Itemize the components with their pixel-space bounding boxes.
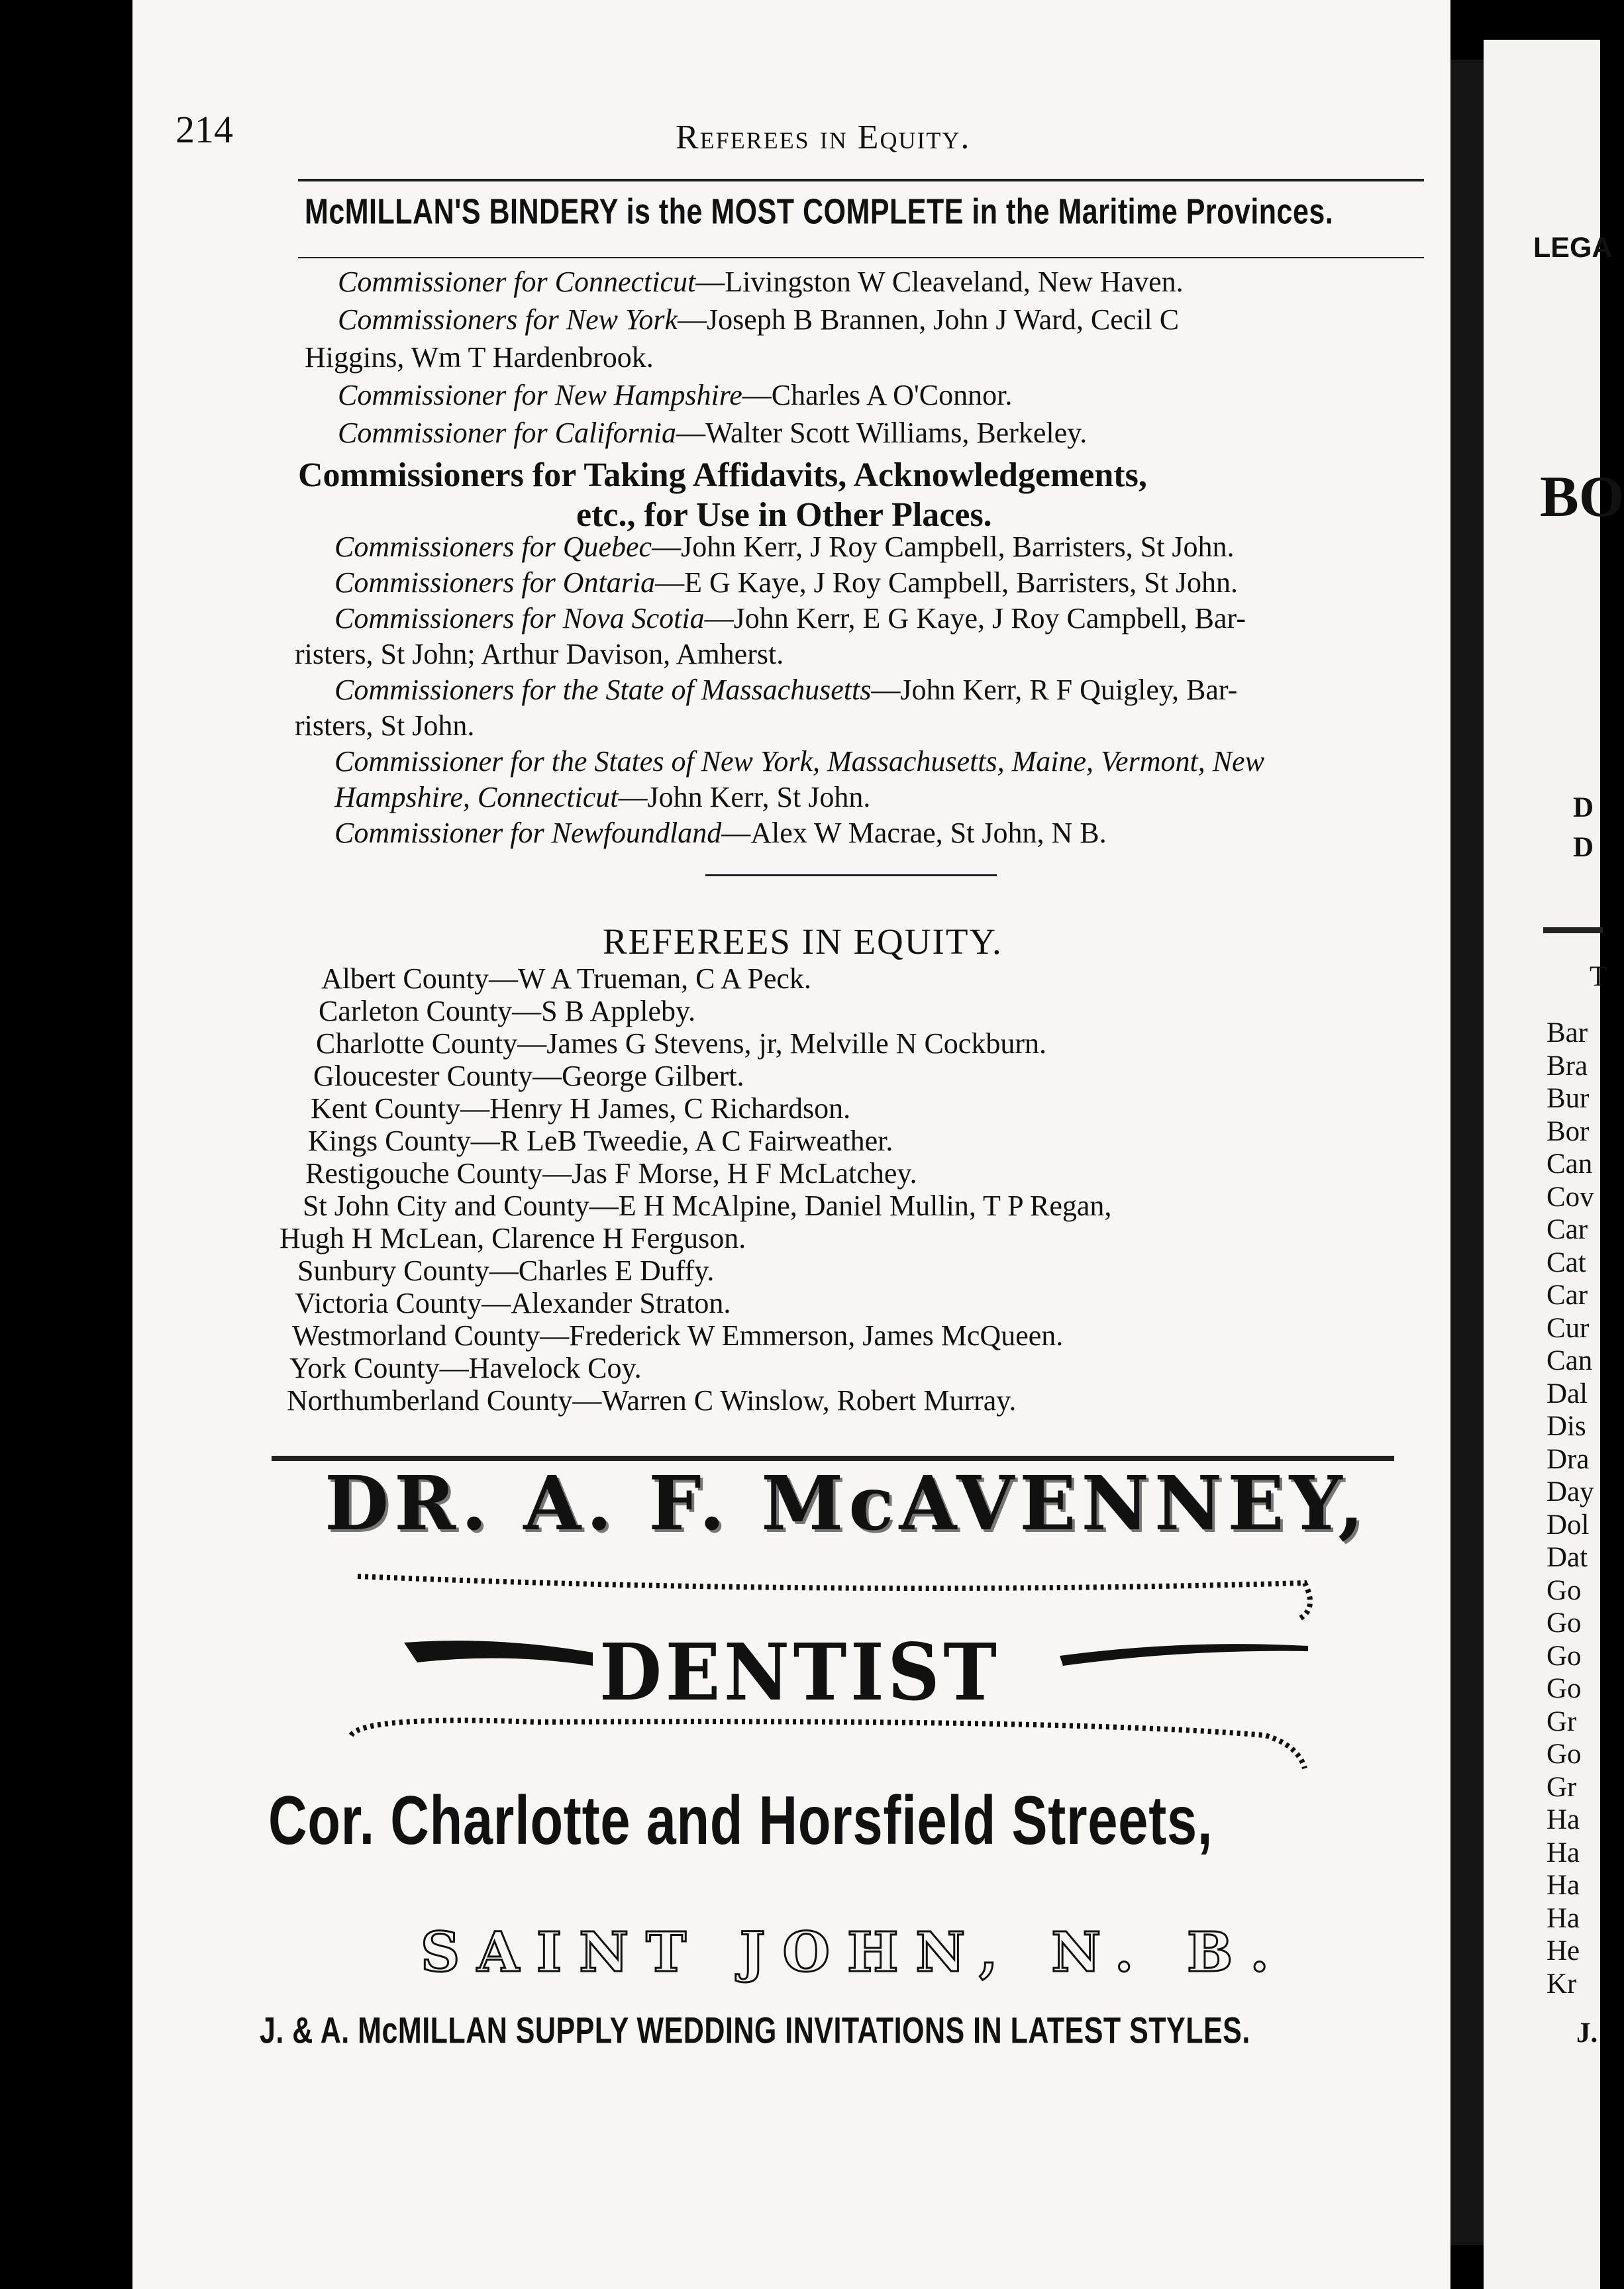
adjacent-name: Bra <box>1547 1050 1588 1082</box>
commissioner-other-line <box>334 816 1107 850</box>
adjacent-name: Dat <box>1547 1542 1588 1573</box>
adjacent-name: Cat <box>1547 1246 1586 1278</box>
commissioner-us-line <box>338 265 1184 299</box>
adjacent-name: Go <box>1547 1739 1582 1770</box>
ornamental-flourish-top <box>351 1556 1325 1629</box>
adjacent-name: Dal <box>1547 1378 1588 1409</box>
adjacent-name: Dol <box>1547 1509 1590 1541</box>
ornamental-scroll-left <box>404 1629 596 1682</box>
commissioner-other-line <box>334 673 1237 707</box>
commissioner-other-names: —John Kerr, St John. <box>618 781 871 813</box>
commissioner-us-role: Commissioner for Connecticut <box>338 266 696 298</box>
referees-heading: REFEREES IN EQUITY. <box>603 921 1003 962</box>
bottom-banner: J. & A. McMILLAN SUPPLY WEDDING INVITATIONS IN LATEST STYLES. <box>260 2010 1250 2052</box>
commissioner-us-names: —Livingston W Cleaveland, New Haven. <box>695 266 1184 298</box>
commissioner-other-role: Commissioners for Nova Scotia <box>334 602 705 635</box>
ad-city: SAINT JOHN, N. B. <box>421 1921 1286 1984</box>
referee-entry: Gloucester County—George Gilbert. <box>313 1060 744 1092</box>
commissioner-us-line <box>338 416 1087 450</box>
referee-entry: Northumberland County—Warren C Winslow, Robert Murray. <box>287 1384 1017 1417</box>
top-banner: McMILLAN'S BINDERY is the MOST COMPLETE in the Maritime Provinces. <box>305 192 1334 232</box>
adjacent-name: Cur <box>1547 1312 1590 1344</box>
adjacent-name: Can <box>1547 1345 1593 1376</box>
commissioner-other-role: Commissioners for the State of Massachusetts <box>334 674 872 706</box>
commissioner-other-role: Commissioner for Newfoundland <box>334 817 722 849</box>
commissioner-us-line <box>338 303 1179 337</box>
affidavits-heading-line2: etc., for Use in Other Places. <box>576 496 992 534</box>
commissioner-us-line <box>338 378 1012 413</box>
adjacent-name: Ha <box>1547 1870 1580 1901</box>
commissioner-other-line <box>295 637 784 672</box>
referee-entry: Charlotte County—James G Stevens, jr, Melville N Cockburn. <box>316 1027 1046 1060</box>
referee-entry: Westmorland County—Frederick W Emmerson, James McQueen. <box>292 1319 1064 1352</box>
adjacent-name: Kr <box>1547 1968 1577 2000</box>
referee-entry: York County—Havelock Coy. <box>289 1352 642 1384</box>
referee-entry: Victoria County—Alexander Straton. <box>295 1287 731 1319</box>
commissioner-us-line <box>305 340 654 375</box>
adjacent-d-line: D <box>1573 792 1594 823</box>
adjacent-footer: J. <box>1576 2017 1598 2049</box>
referee-entry: Albert County—W A Trueman, C A Peck. <box>321 962 811 995</box>
adjacent-name: Gr <box>1547 1771 1577 1803</box>
ad-doctor-name: DR. A. F. McAVENNEY, <box>325 1460 1370 1547</box>
commissioner-us-role: Commissioner for New Hampshire <box>338 379 742 411</box>
commissioner-other-line <box>334 780 870 815</box>
referee-entry: Restigouche County—Jas F Morse, H F McLatchey. <box>305 1157 917 1190</box>
commissioner-other-names: —E G Kaye, J Roy Campbell, Barristers, St John. <box>655 566 1238 599</box>
commissioner-other-names: —John Kerr, J Roy Campbell, Barristers, St John. <box>652 531 1235 563</box>
adjacent-name: Dis <box>1547 1411 1586 1442</box>
commissioner-us-names: —Joseph B Brannen, John J Ward, Cecil C <box>678 303 1180 336</box>
commissioner-other-line <box>334 601 1246 636</box>
adjacent-name: Car <box>1547 1280 1588 1311</box>
adjacent-name: Ha <box>1547 1837 1580 1868</box>
commissioner-us-names: —Walter Scott Williams, Berkeley. <box>676 417 1088 449</box>
commissioner-other-names: risters, St John. <box>295 709 475 742</box>
commissioner-other-line <box>334 530 1235 564</box>
adjacent-big-heading: BO <box>1540 465 1624 529</box>
adjacent-name: Go <box>1547 1607 1582 1639</box>
adjacent-name: He <box>1547 1935 1580 1966</box>
adjacent-t: T <box>1590 961 1607 992</box>
adjacent-name: Bor <box>1547 1115 1590 1147</box>
adjacent-name: Car <box>1547 1214 1588 1245</box>
commissioner-us-names: Higgins, Wm T Hardenbrook. <box>305 341 654 374</box>
commissioner-other-line <box>295 709 474 743</box>
commissioner-other-role: Commissioners for Quebec <box>334 531 652 563</box>
adjacent-name: Go <box>1547 1574 1582 1606</box>
commissioner-us-role: Commissioners for New York <box>338 303 678 336</box>
commissioner-other-role: Commissioner for the States of New York, Massachusetts, Maine, Vermont, New <box>334 745 1264 778</box>
banner-rule <box>298 257 1424 258</box>
adjacent-name: Bar <box>1547 1017 1588 1048</box>
adjacent-name: Gr <box>1547 1705 1577 1737</box>
adjacent-name: Dra <box>1547 1443 1590 1475</box>
ad-address: Cor. Charlotte and Horsfield Streets, <box>268 1782 1213 1859</box>
header-rule <box>298 179 1424 181</box>
referee-entry: Sunbury County—Charles E Duffy. <box>297 1254 715 1287</box>
adjacent-name: Cov <box>1547 1181 1594 1213</box>
adjacent-name: Go <box>1547 1673 1582 1704</box>
affidavits-heading-line1: Commissioners for Taking Affidavits, Acknowledgements, <box>298 456 1147 494</box>
adjacent-name: Can <box>1547 1148 1593 1180</box>
referee-entry: Hugh H McLean, Clarence H Ferguson. <box>279 1222 746 1254</box>
adjacent-d-line: D <box>1573 832 1594 863</box>
referee-entry: Kings County—R LeB Tweedie, A C Fairweather. <box>308 1125 893 1157</box>
adjacent-name: Day <box>1547 1476 1594 1507</box>
commissioner-other-role: Commissioners for Ontaria <box>334 566 656 599</box>
commissioner-other-names: —John Kerr, E G Kaye, J Roy Campbell, Bar- <box>704 602 1246 635</box>
adjacent-name: Go <box>1547 1640 1582 1672</box>
adjacent-header: LEGA <box>1533 232 1613 264</box>
commissioner-other-line <box>334 566 1238 600</box>
referee-entry: Carleton County—S B Appleby. <box>319 995 696 1027</box>
adjacent-name: Ha <box>1547 1902 1580 1934</box>
section-divider <box>705 874 997 876</box>
ornamental-flourish-bottom <box>338 1709 1318 1782</box>
commissioner-other-names: —Alex W Macrae, St John, N B. <box>721 817 1107 849</box>
binding-gutter <box>1450 60 1484 2245</box>
running-title: Referees in Equity. <box>676 119 971 156</box>
referee-entry: Kent County—Henry H James, C Richardson. <box>311 1092 851 1125</box>
adjacent-page-fragment <box>1484 40 1624 2289</box>
commissioner-other-role: Hampshire, Connecticut <box>334 781 619 813</box>
commissioner-other-names: risters, St John; Arthur Davison, Amherst. <box>295 638 784 670</box>
page-number: 214 <box>176 108 233 151</box>
commissioner-other-names: —John Kerr, R F Quigley, Bar- <box>871 674 1238 706</box>
referee-entry: St John City and County—E H McAlpine, Daniel Mullin, T P Regan, <box>303 1190 1112 1222</box>
adjacent-rule <box>1543 927 1603 933</box>
adjacent-name: Ha <box>1547 1804 1580 1835</box>
adjacent-name: Bur <box>1547 1083 1590 1114</box>
commissioner-other-line <box>334 744 1264 779</box>
ornamental-scroll-right <box>1060 1633 1311 1672</box>
commissioner-us-role: Commissioner for California <box>338 417 676 449</box>
commissioner-us-names: —Charles A O'Connor. <box>742 379 1013 411</box>
ad-profession: DENTIST <box>599 1626 1001 1718</box>
